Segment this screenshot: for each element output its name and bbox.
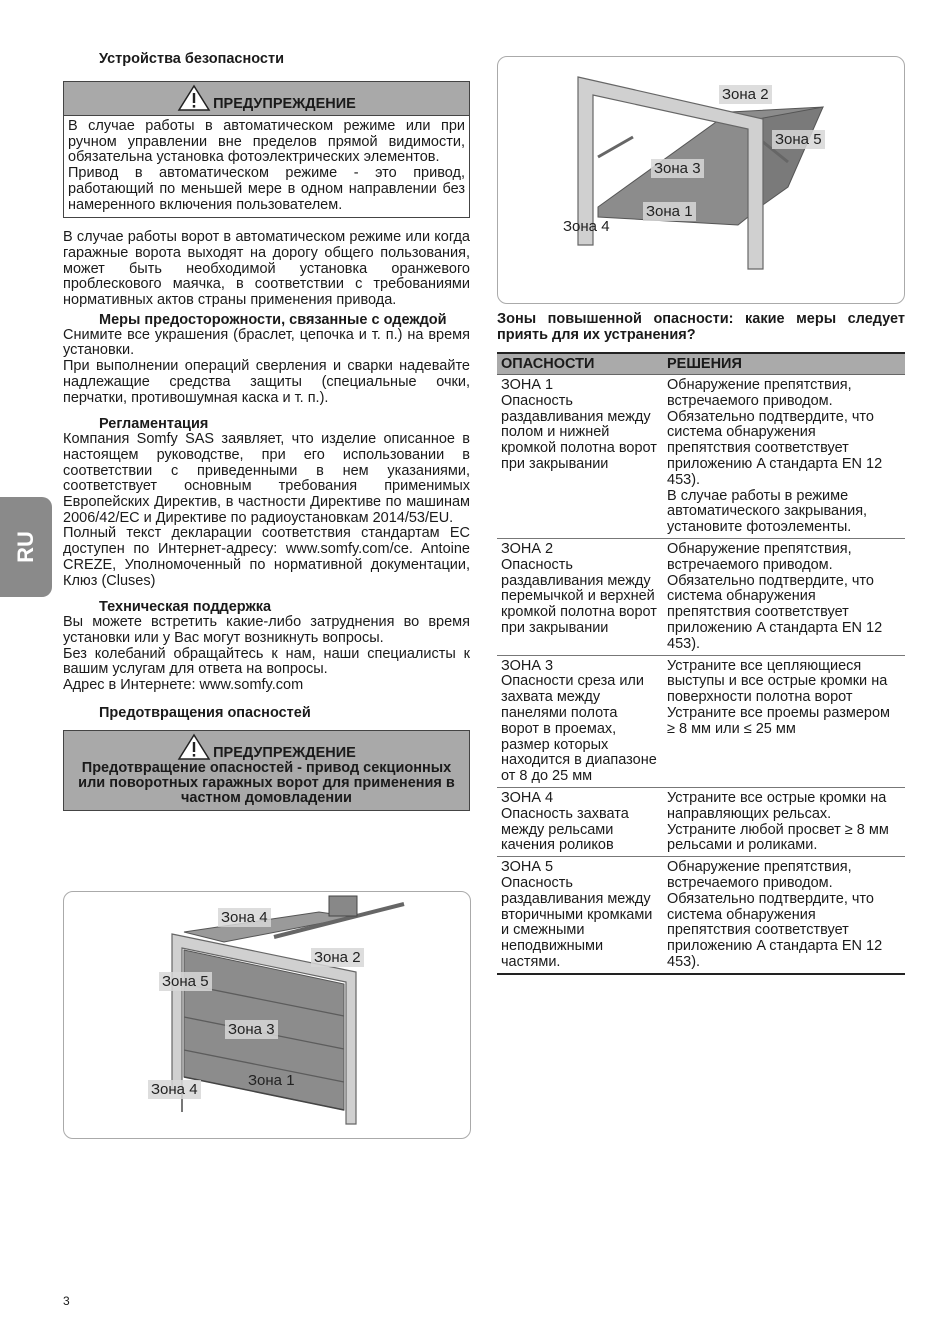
page-number: 3 [63,1294,70,1308]
warning-box-1-text-2: Привод в автоматическом режиме - это привод, работающий по меньшей мере в одном направлении без намеренного включения пользователем. [68,165,465,213]
hazards-table-header [497,353,905,375]
zone-3-label: Зона 3 [225,1020,278,1039]
zone-4-label-bottom: Зона 4 [148,1080,201,1099]
danger-cell [497,857,663,974]
zone-name: ЗОНА 3 [501,657,554,674]
prevention-heading: Предотвращения опасностей [99,704,311,721]
solution-cell [663,787,905,856]
solution-text: Обнаружение препятствия, встречаемого приводом. Обязательно подтвердите, что система обнаружения препятствия соответствует приложению A стандарта EN 12 453). [667,377,883,488]
warning-box-1-title: ПРЕДУПРЕЖДЕНИЕ [213,96,356,112]
solution-text: Устраните все острые кромки на направляющих рельсах. Устраните любой просвет ≥ 8 мм рельсами и роликами. [667,789,889,854]
zone-5-label: Зона 5 [159,972,212,991]
regulation-paragraph-2: Полный текст декларации соответствия стандартам ЕС доступен по Интернет-адресу: www.somfy.com/ce. Antoine CREZE, Уполномоченный по нормативной документации, Клюз (Cluses) [63,525,470,589]
solution-text: Обнаружение препятствия, встречаемого приводом. Обязательно подтвердите, что система обнаружения препятствия соответствует приложению A стандарта EN 12 453). [667,540,883,652]
hazards-table [497,352,905,975]
danger-text: Опасность раздавливания между полом и нижней кромкой полотна ворот при закрывании [501,392,657,472]
clothing-paragraph-2: При выполнении операций сверления и сварки надевайте надлежащие средства защиты (специальные очки, перчатки, противошумная каска и т. п.). [63,358,470,406]
language-tab-label: RU [13,531,38,563]
zone-1-label: Зона 1 [643,202,696,221]
sectional-door-figure [63,891,471,1139]
table-row [497,655,905,787]
tilting-door-figure [497,56,905,304]
zone-4-label: Зона 4 [563,218,610,235]
regulation-paragraph-1: Компания Somfy SAS заявляет, что изделие описанное в настоящем руководстве, при его использовании в соответствии с приведенными в нем указаниями, соответствует основным требования применимых Европейских Директив, в частности Директиве по машинам 2006/42/EC и Директиве по радиоустановкам 2014/53/EU. [63,431,470,526]
solution-text-2: В случае работы в режиме автоматического закрывания, установите фотоэлементы. [667,487,868,536]
zone-name: ЗОНА 1 [501,377,554,393]
tilting-door-illustration [498,57,904,303]
warning-box-1-body [64,116,469,217]
zone-name: ЗОНА 5 [501,859,554,876]
sectional-door-illustration [64,892,470,1138]
safety-devices-heading: Устройства безопасности [99,51,284,67]
zone-name: ЗОНА 4 [501,789,554,806]
zone-5-label: Зона 5 [772,130,825,149]
warning-box-2-text: Предотвращение опасностей - привод секционных или поворотных гаражных ворот для применения в частном домовладении [78,759,455,806]
language-tab [0,497,52,597]
support-paragraph-2: Без колебаний обращайтесь к нам, наши специалисты к вашим услугам для ответа на вопросы. [63,645,470,678]
warning-box-2 [63,730,470,811]
solution-cell [663,538,905,655]
zone-3-label: Зона 3 [651,159,704,178]
solution-cell [663,857,905,974]
table-row [497,375,905,539]
danger-cell [497,375,663,539]
solution-cell [663,375,905,539]
warning-triangle-icon [177,733,211,761]
left-column [63,50,470,811]
support-paragraph-3: Адрес в Интернете: www.somfy.com [63,677,304,694]
danger-cell [497,538,663,655]
clothing-paragraph-1: Снимите все украшения (браслет, цепочка и т. п.) на время установки. [63,326,470,359]
zone-2-label: Зона 2 [719,85,772,104]
warning-box-1 [63,81,470,218]
warning-box-1-header [64,82,469,116]
danger-cell [497,787,663,856]
clothing-heading: Меры предосторожности, связанные с одеждой [99,311,447,328]
danger-cell [497,655,663,787]
warning-box-2-title: ПРЕДУПРЕЖДЕНИЕ [213,744,356,761]
danger-text: Опасности среза или захвата между панелями полота ворот в проемах, размер которых находится в диапазоне от 8 до 25 мм [501,673,657,785]
zones-title: Зоны повышенной опасности: какие меры следует приять для их устранения? [497,311,905,343]
solution-text: Устраните все цепляющиеся выступы и все острые кромки на поверхности полотна ворот Устраните все проемы размером ≥ 8 мм или ≤ 25 мм [667,657,891,737]
warning-triangle-icon [177,84,211,112]
zone-4-label-top: Зона 4 [218,908,271,927]
solution-text: Обнаружение препятствия, встречаемого приводом. Обязательно подтвердите, что система обнаружения препятствия соответствует приложению A стандарта EN 12 453). [667,859,883,970]
table-row [497,787,905,856]
table-row [497,857,905,974]
column-header-solutions: РЕШЕНИЯ [663,353,905,375]
table-row [497,538,905,655]
support-heading: Техническая поддержка [99,599,272,616]
support-paragraph-1: Вы можете встретить какие-либо затруднения во время установки или у Вас могут возникнуть вопросы. [63,614,470,646]
zone-1-label: Зона 1 [248,1072,295,1089]
beacon-paragraph: В случае работы ворот в автоматическом режиме или когда гаражные ворота выходят на дорогу общего пользования, может быть необходимой установка оранжевого проблескового маячка, в соответствии с требованиями нормативных актов страны применения привода. [63,229,470,309]
column-header-dangers: ОПАСНОСТИ [497,353,663,375]
danger-text: Опасность раздавливания между вторичными кромками и смежными неподвижными частями. [501,874,653,970]
zone-name: ЗОНА 2 [501,540,554,557]
solution-cell [663,655,905,787]
warning-box-1-text-1: В случае работы в автоматическом режиме или при ручном управлении вне пределов прямой видимости, обязательна установка фотоэлектрических элементов. [68,118,465,166]
regulation-heading: Регламентация [99,416,209,433]
zone-2-label: Зона 2 [311,948,364,967]
hazards-table-wrap [497,352,905,975]
danger-text: Опасность раздавливания между перемычкой и верхней кромкой полотна ворот при закрывании [501,556,657,636]
danger-text: Опасность захвата между рельсами качения роликов [501,805,629,854]
warning-box-2-content [64,731,469,810]
